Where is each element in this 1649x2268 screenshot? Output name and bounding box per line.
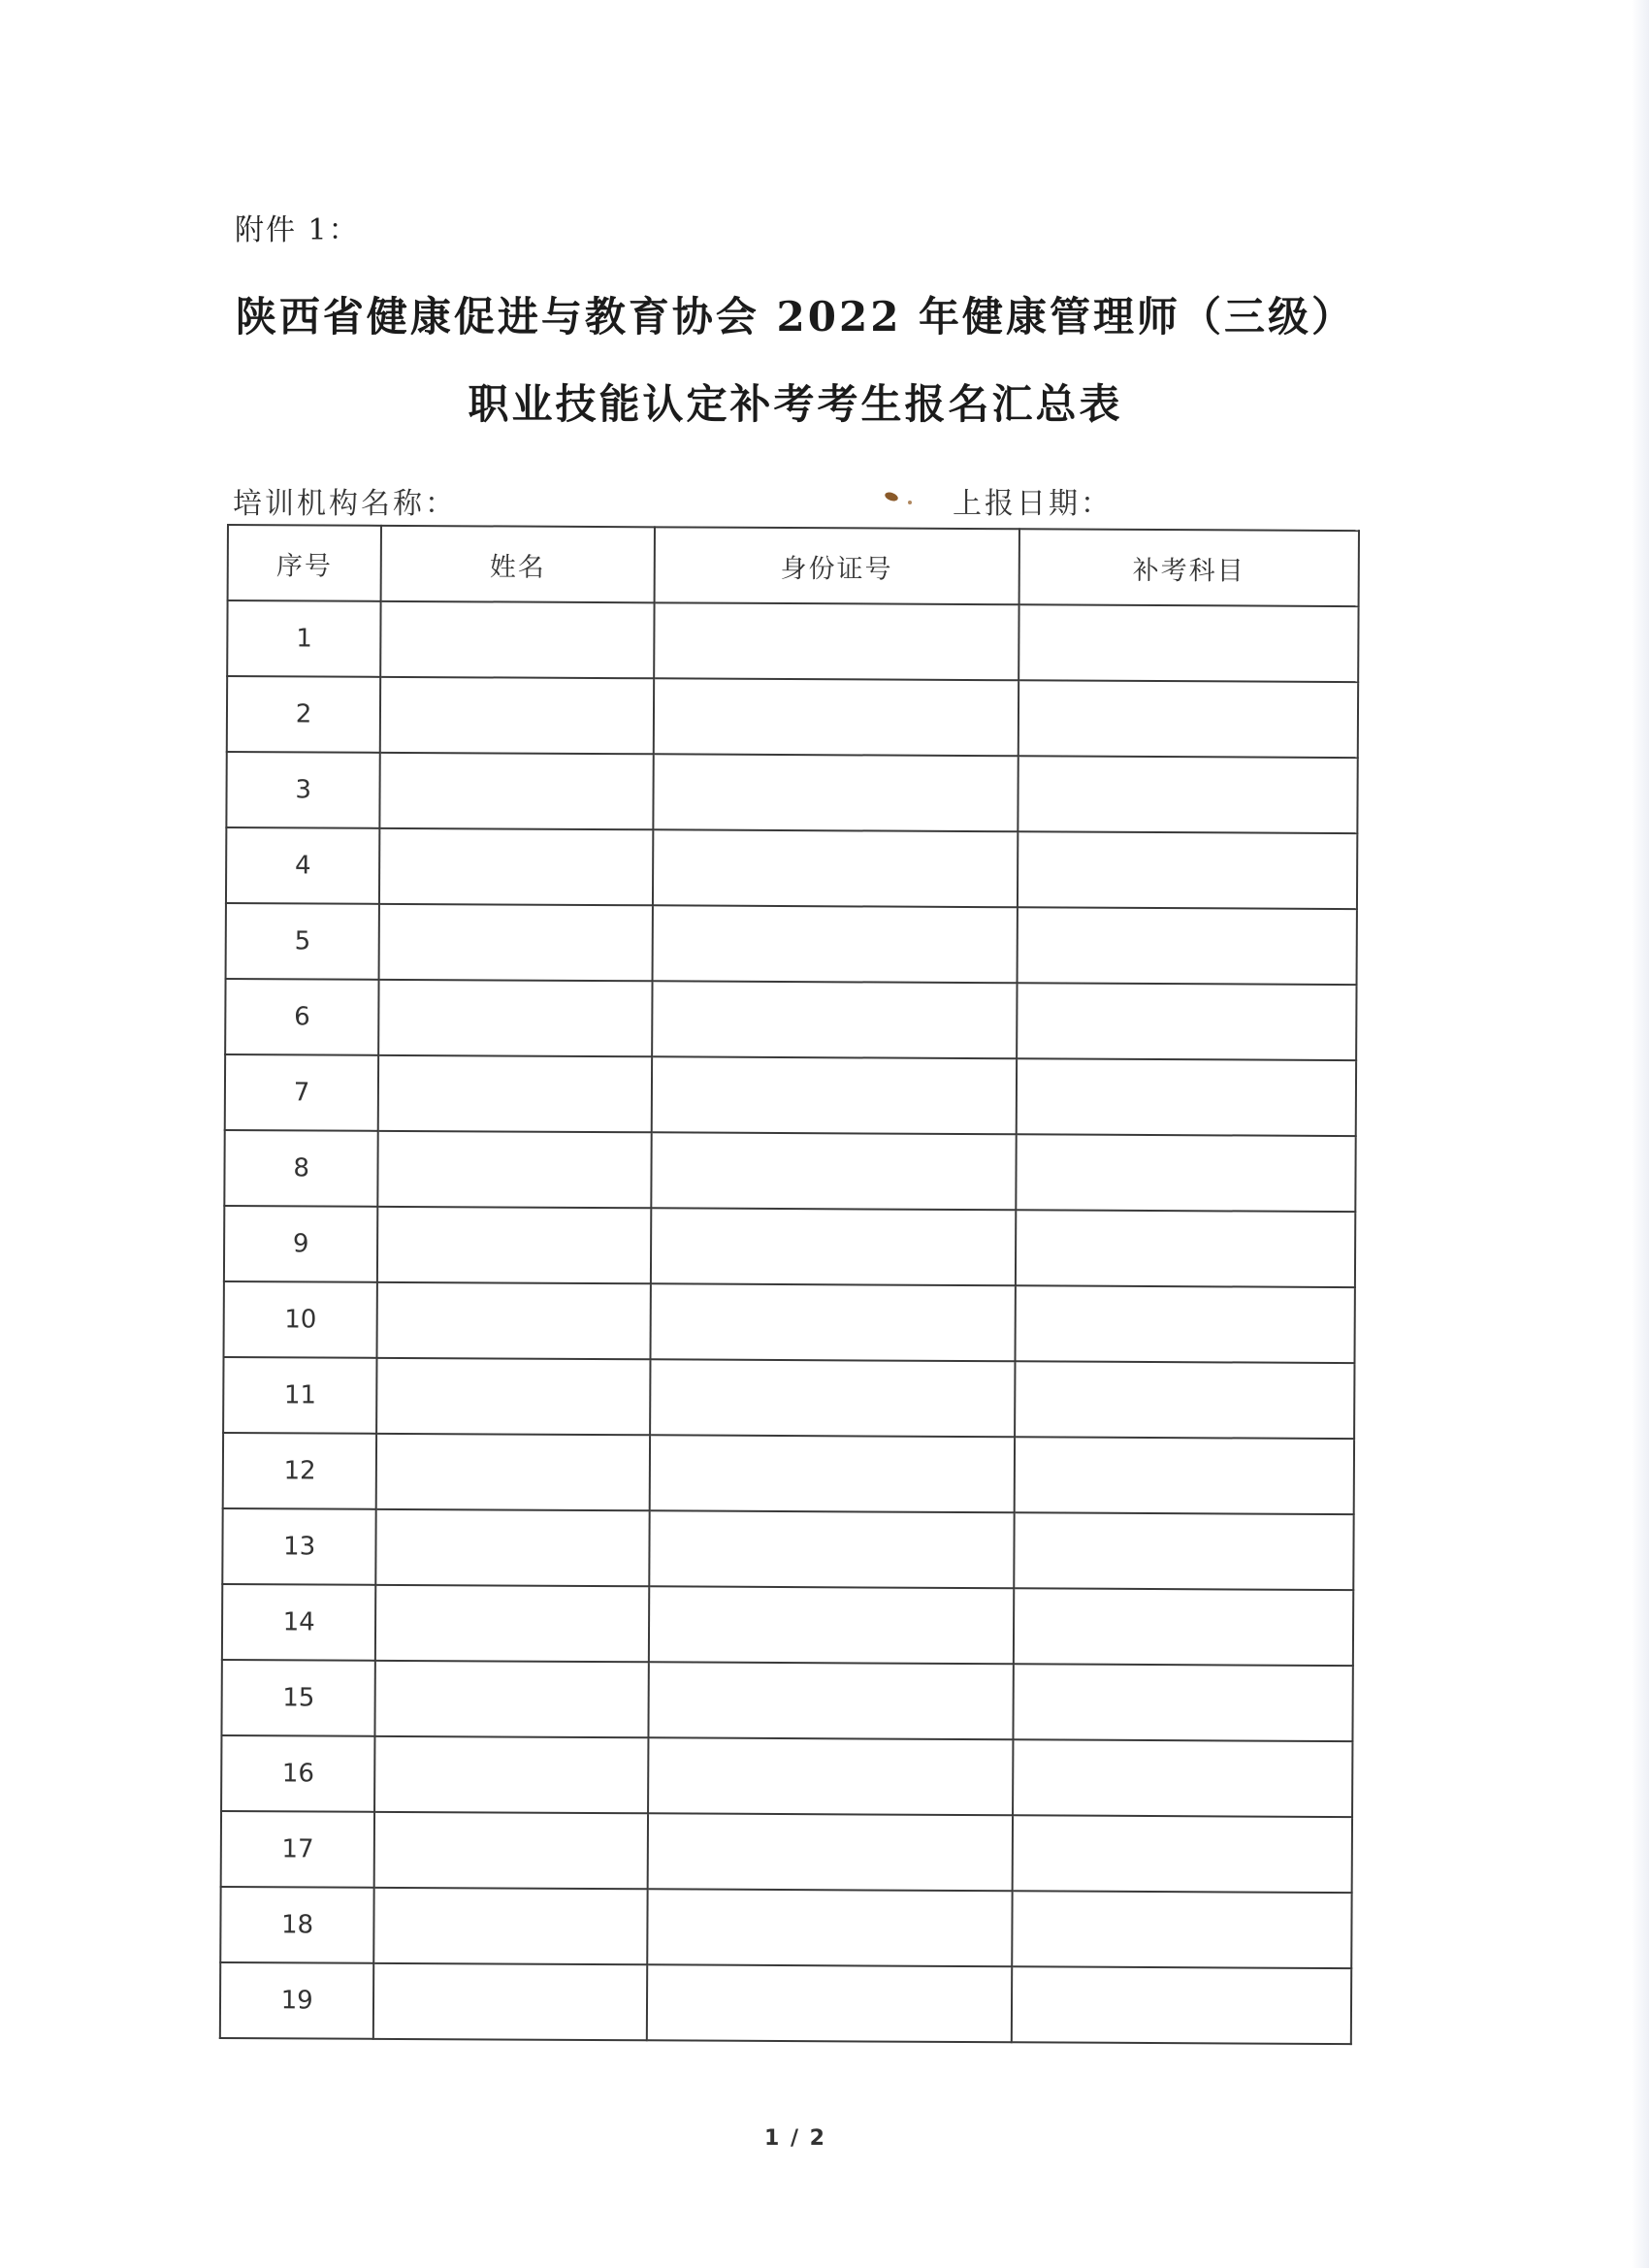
header-id-number: 身份证号 <box>654 527 1018 604</box>
row-seq-cell: 9 <box>224 1206 378 1282</box>
table-header-row <box>228 525 1359 606</box>
header-seq: 序号 <box>228 525 382 601</box>
row-seq-cell: 1 <box>227 600 381 677</box>
row-name-cell[interactable] <box>377 1282 651 1359</box>
header-subject: 补考科目 <box>1018 529 1359 606</box>
row-subject-cell[interactable] <box>1017 907 1357 985</box>
row-subject-cell[interactable] <box>1012 1966 1352 2044</box>
row-subject-cell[interactable] <box>1016 1210 1356 1287</box>
row-seq-cell: 5 <box>226 903 380 980</box>
row-name-cell[interactable] <box>380 601 654 678</box>
table-row <box>225 1054 1356 1136</box>
table-row <box>227 600 1358 682</box>
table-row <box>220 1962 1351 2044</box>
page-number: 1 / 2 <box>764 2126 826 2151</box>
row-name-cell[interactable] <box>380 753 654 829</box>
row-subject-cell[interactable] <box>1013 1664 1353 1741</box>
row-id-number-cell[interactable] <box>652 981 1017 1058</box>
row-id-number-cell[interactable] <box>651 1132 1016 1210</box>
row-name-cell[interactable] <box>378 1131 652 1208</box>
row-id-number-cell[interactable] <box>649 1510 1014 1588</box>
row-id-number-cell[interactable] <box>650 1435 1015 1512</box>
row-name-cell[interactable] <box>376 1509 650 1586</box>
row-seq-cell: 2 <box>227 676 381 753</box>
row-subject-cell[interactable] <box>1017 1058 1357 1136</box>
registration-table <box>219 524 1360 2045</box>
row-id-number-cell[interactable] <box>650 1283 1015 1361</box>
row-seq-cell: 4 <box>226 827 380 904</box>
row-id-number-cell[interactable] <box>647 1964 1012 2042</box>
ink-dot <box>908 501 912 504</box>
row-subject-cell[interactable] <box>1015 1285 1355 1363</box>
row-seq-cell: 16 <box>221 1735 375 1812</box>
row-subject-cell[interactable] <box>1018 680 1359 758</box>
table-row <box>222 1508 1353 1590</box>
table-row <box>227 676 1358 758</box>
row-id-number-cell[interactable] <box>654 678 1018 756</box>
table-row <box>224 1206 1355 1287</box>
row-name-cell[interactable] <box>375 1661 649 1737</box>
row-id-number-cell[interactable] <box>648 1662 1013 1739</box>
row-name-cell[interactable] <box>374 1888 648 1964</box>
row-subject-cell[interactable] <box>1018 756 1358 833</box>
row-subject-cell[interactable] <box>1015 1361 1355 1439</box>
row-seq-cell: 19 <box>220 1962 374 2039</box>
org-name-label: 培训机构名称： <box>233 487 457 521</box>
table-row <box>220 1887 1351 1968</box>
row-name-cell[interactable] <box>374 1812 648 1889</box>
row-id-number-cell[interactable] <box>648 1737 1013 1815</box>
row-id-number-cell[interactable] <box>647 1813 1012 1891</box>
table-row <box>224 1281 1355 1363</box>
row-id-number-cell[interactable] <box>652 905 1017 983</box>
row-name-cell[interactable] <box>375 1585 649 1662</box>
row-seq-cell: 12 <box>223 1433 377 1509</box>
row-seq-cell: 13 <box>222 1508 376 1585</box>
row-id-number-cell[interactable] <box>652 1056 1017 1134</box>
table-row <box>226 752 1357 833</box>
row-name-cell[interactable] <box>379 828 653 905</box>
row-id-number-cell[interactable] <box>651 1208 1016 1285</box>
row-seq-cell: 10 <box>224 1281 378 1358</box>
row-seq-cell: 14 <box>222 1584 376 1661</box>
row-seq-cell: 6 <box>225 979 379 1055</box>
table-body <box>220 600 1359 2044</box>
table-row <box>222 1584 1353 1666</box>
row-id-number-cell[interactable] <box>649 1586 1014 1664</box>
row-id-number-cell[interactable] <box>653 754 1018 831</box>
row-subject-cell[interactable] <box>1012 1815 1352 1893</box>
document-title-line-1: 陕西省健康促进与教育协会 2022 年健康管理师（三级） <box>235 293 1356 340</box>
table-row <box>226 827 1357 909</box>
table-row <box>221 1660 1352 1741</box>
row-subject-cell[interactable] <box>1018 604 1359 682</box>
table-row <box>225 979 1356 1060</box>
row-subject-cell[interactable] <box>1017 983 1357 1060</box>
row-subject-cell[interactable] <box>1018 831 1358 909</box>
row-name-cell[interactable] <box>373 1963 647 2040</box>
document-title-line-2: 职业技能认定补考考生报名汇总表 <box>468 380 1123 428</box>
row-name-cell[interactable] <box>376 1434 650 1510</box>
row-seq-cell: 17 <box>221 1811 375 1888</box>
attachment-label: 附件 1： <box>235 213 360 247</box>
header-name: 姓名 <box>381 526 655 602</box>
row-name-cell[interactable] <box>377 1207 651 1283</box>
ink-smudge <box>884 491 899 502</box>
row-seq-cell: 11 <box>223 1357 377 1434</box>
row-subject-cell[interactable] <box>1014 1512 1354 1590</box>
table-row <box>226 903 1357 985</box>
row-seq-cell: 3 <box>226 752 380 828</box>
table-row <box>223 1433 1354 1514</box>
row-seq-cell: 15 <box>221 1660 375 1736</box>
row-subject-cell[interactable] <box>1015 1437 1355 1514</box>
row-id-number-cell[interactable] <box>654 602 1018 680</box>
table-row <box>221 1735 1352 1817</box>
table-row <box>221 1811 1352 1893</box>
row-id-number-cell[interactable] <box>647 1889 1012 1966</box>
table-row <box>223 1357 1354 1439</box>
row-seq-cell: 7 <box>225 1054 379 1131</box>
table-row <box>224 1130 1355 1212</box>
row-name-cell[interactable] <box>380 677 654 754</box>
row-name-cell[interactable] <box>376 1358 650 1435</box>
row-subject-cell[interactable] <box>1016 1134 1356 1212</box>
row-name-cell[interactable] <box>379 904 653 981</box>
row-subject-cell[interactable] <box>1012 1891 1352 1968</box>
row-id-number-cell[interactable] <box>650 1359 1015 1437</box>
row-subject-cell[interactable] <box>1014 1588 1354 1666</box>
row-subject-cell[interactable] <box>1013 1739 1353 1817</box>
row-name-cell[interactable] <box>374 1736 648 1813</box>
page-edge-shadow <box>1632 0 1649 2268</box>
report-date-label: 上报日期： <box>953 487 1113 521</box>
row-seq-cell: 18 <box>220 1887 374 1963</box>
row-name-cell[interactable] <box>378 1055 652 1132</box>
row-seq-cell: 8 <box>224 1130 378 1207</box>
row-name-cell[interactable] <box>378 980 652 1056</box>
row-id-number-cell[interactable] <box>653 829 1018 907</box>
